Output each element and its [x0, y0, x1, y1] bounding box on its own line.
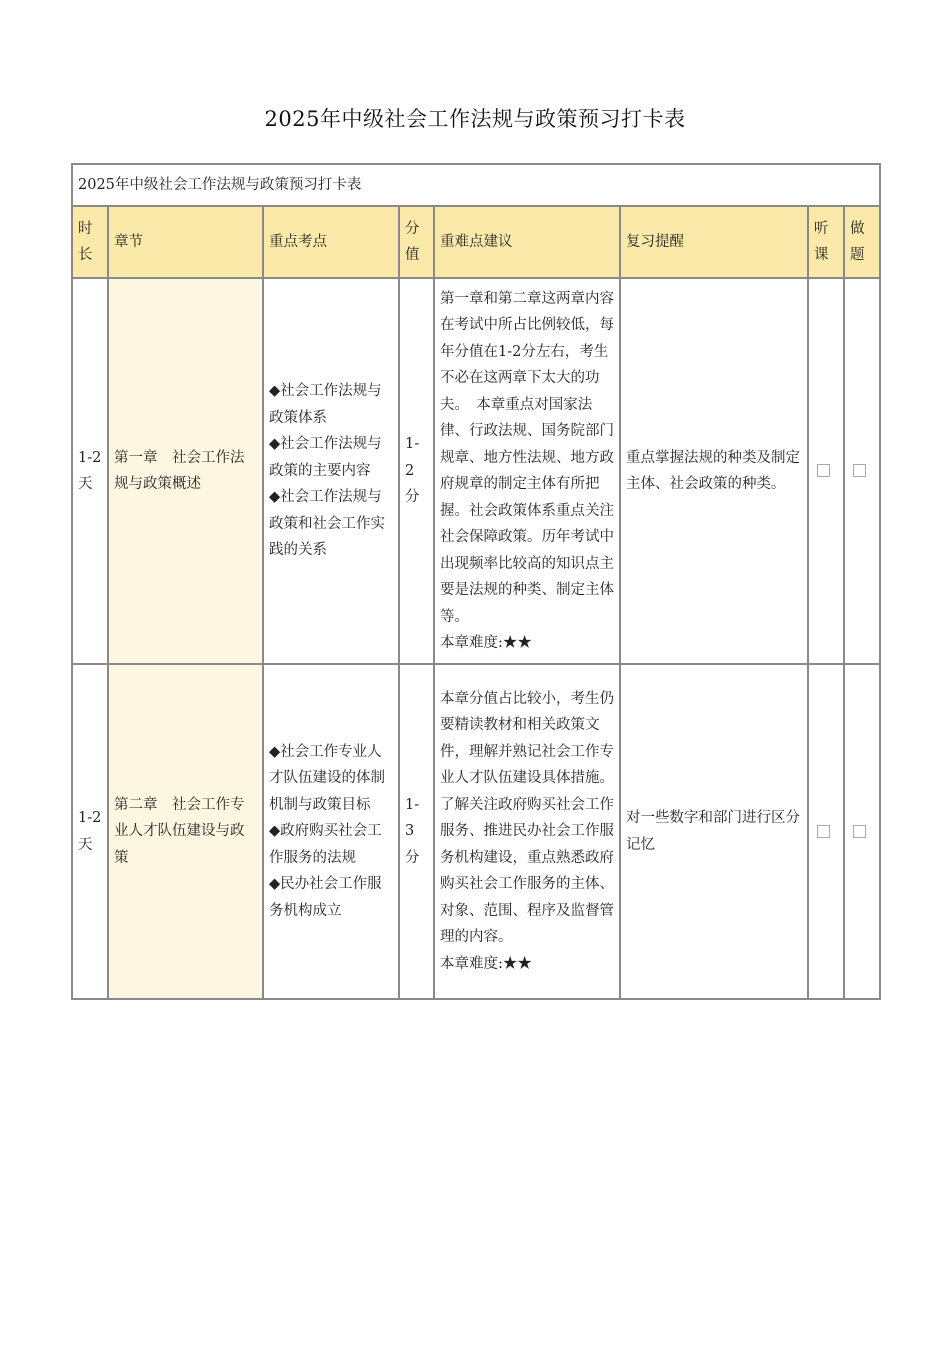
- score-cell: 1-2分: [399, 278, 434, 664]
- header-duration: 时长: [72, 206, 108, 278]
- lecture-checkbox[interactable]: [817, 464, 830, 477]
- key-point-item: ◆民办社会工作服务机构成立: [269, 876, 382, 919]
- lecture-check-cell: [808, 664, 844, 999]
- lecture-check-cell: [808, 278, 844, 664]
- advice-text: 本章分值占比较小，考生仍要精读教材和相关政策文件，理解并熟记社会工作专业人才队伍建设具体措施。了解关注政府购买社会工作服务、推进民办社会工作服务机构建设，重点熟悉政府购买社会工作服务的主体、对象、范围、程序及监督管理的内容。: [440, 690, 614, 946]
- chapter-cell: 第一章 社会工作法规与政策概述: [108, 278, 263, 664]
- key-points-cell: [263, 664, 399, 999]
- header-score: 分值: [399, 206, 434, 278]
- lecture-checkbox[interactable]: [817, 825, 830, 838]
- key-point-item: ◆社会工作专业人才队伍建设的体制机制与政策目标: [269, 743, 385, 813]
- table-row: [72, 664, 880, 999]
- study-plan-table: [71, 163, 881, 1000]
- practice-checkbox[interactable]: [853, 464, 866, 477]
- advice-text: 第一章和第二章这两章内容在考试中所占比例较低，每年分值在1-2分左右，考生不必在这两章下太大的功夫。 本章重点对国家法律、行政法规、国务院部门规章、地方性法规、地方政府规章的制定主体有所把握。社会政策体系重点关注社会保障政策。历年考试中出现频率比较高的知识点主要是法规的种类、制定主体等。: [440, 290, 614, 625]
- duration-cell: 1-2天: [72, 278, 108, 664]
- table-header-row: [72, 206, 880, 278]
- header-key-points: 重点考点: [263, 206, 399, 278]
- header-lecture: 听课: [808, 206, 844, 278]
- key-points-cell: [263, 278, 399, 664]
- document-title: 2025年中级社会工作法规与政策预习打卡表: [264, 107, 686, 131]
- key-point-item: ◆社会工作法规与政策的主要内容: [269, 436, 382, 479]
- reminder-cell: 重点掌握法规的种类及制定主体、社会政策的种类。: [620, 278, 808, 664]
- key-point-item: ◆社会工作法规与政策体系: [269, 383, 382, 426]
- advice-cell: [434, 278, 620, 664]
- difficulty-rating: 本章难度:★★: [440, 955, 532, 972]
- header-practice: 做题: [844, 206, 880, 278]
- difficulty-rating: 本章难度:★★: [440, 635, 532, 651]
- table-caption: 2025年中级社会工作法规与政策预习打卡表: [72, 164, 880, 206]
- reminder-cell: 对一些数字和部门进行区分记忆: [620, 664, 808, 999]
- practice-checkbox[interactable]: [853, 825, 866, 838]
- chapter-cell: 第二章 社会工作专业人才队伍建设与政策: [108, 664, 263, 999]
- table-row: [72, 278, 880, 664]
- header-chapter: 章节: [108, 206, 263, 278]
- practice-check-cell: [844, 664, 880, 999]
- advice-cell: [434, 664, 620, 999]
- score-cell: 1-3分: [399, 664, 434, 999]
- header-advice: 重难点建议: [434, 206, 620, 278]
- key-point-item: ◆社会工作法规与政策和社会工作实践的关系: [269, 489, 385, 559]
- key-point-item: ◆政府购买社会工作服务的法规: [269, 823, 382, 866]
- practice-check-cell: [844, 278, 880, 664]
- duration-cell: 1-2天: [72, 664, 108, 999]
- header-reminder: 复习提醒: [620, 206, 808, 278]
